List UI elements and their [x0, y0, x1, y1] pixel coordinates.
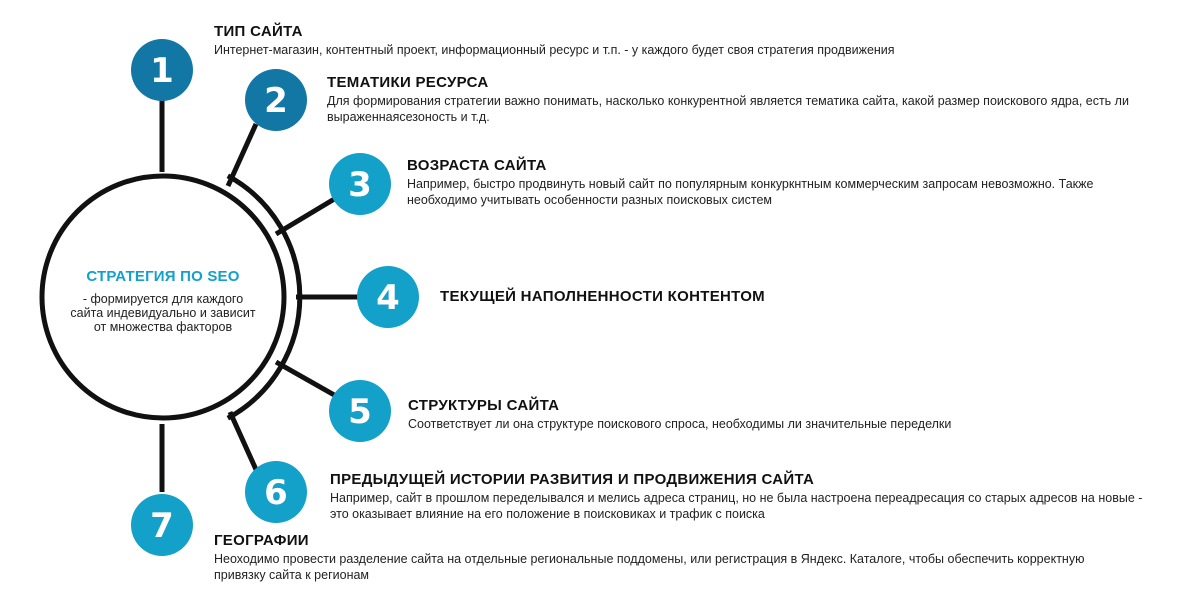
factor-item-4	[440, 288, 1140, 306]
factor-title: ТИП САЙТА	[214, 23, 303, 40]
factor-title: ПРЕДЫДУЩЕЙ ИСТОРИИ РАЗВИТИЯ И ПРОДВИЖЕНИЯ САЙТА	[330, 471, 815, 488]
factor-item-5	[408, 397, 1168, 432]
badge-2	[245, 69, 307, 131]
connector-line-5	[276, 362, 336, 396]
connector-line-6	[230, 412, 258, 474]
svg-text:3: 3	[348, 165, 372, 205]
svg-text:2: 2	[264, 81, 288, 121]
badge-4	[357, 266, 419, 328]
factor-description: Интернет-магазин, контентный проект, информационный ресурс и т.п. - у каждого будет своя стратегия продвижения	[214, 43, 895, 57]
factor-description: Например, быстро продвинуть новый сайт по популярным конкуркнтным коммерческим запросам невозможно. Также необходимо учитывать особенности разных поисковых систем	[407, 177, 1094, 207]
badge-7	[131, 494, 193, 556]
factor-title: ВОЗРАСТА САЙТА	[407, 157, 547, 174]
factor-title: ГЕОГРАФИИ	[214, 532, 309, 549]
factor-item-2	[327, 74, 1157, 125]
factor-item-6	[330, 471, 1150, 522]
factor-item-1	[214, 23, 1174, 58]
factor-description: Соответствует ли она структуре поискового спроса, необходимы ли значительные переделки	[408, 417, 952, 431]
badge-3	[329, 153, 391, 215]
factor-title: ТЕМАТИКИ РЕСУРСА	[327, 74, 489, 91]
svg-text:6: 6	[264, 473, 288, 513]
svg-text:5: 5	[348, 392, 372, 432]
svg-text:4: 4	[376, 278, 400, 318]
badge-5	[329, 380, 391, 442]
connector-line-3	[276, 198, 336, 234]
factor-title: ТЕКУЩЕЙ НАПОЛНЕННОСТИ КОНТЕНТОМ	[440, 288, 765, 305]
svg-text:1: 1	[150, 51, 174, 91]
factor-description: Неоходимо провести разделение сайта на отдельные региональные поддомены, или регистрация в Яндекс. Каталоге, чтобы обеспечить корректную привязку сайта к регионам	[214, 552, 1085, 582]
factor-item-3	[407, 157, 1167, 208]
badge-6	[245, 461, 307, 523]
center-title: СТРАТЕГИЯ ПО SEO	[86, 268, 240, 285]
svg-text:7: 7	[150, 506, 174, 546]
factor-item-7	[214, 532, 1134, 583]
factor-description: Для формирования стратегии важно понимать, насколько конкурентной является тематика сайта, какой размер поискового ядра, есть ли выраженнаясезоность и т.д.	[327, 94, 1129, 124]
center-description: - формируется для каждого сайта индевидуально и зависит от множества факторов	[70, 292, 256, 334]
factor-description: Например, сайт в прошлом переделывался и мелись адреса страниц, но не была настроена переадресация со старых адресов на новые - это оказывает влияние на его положение в поисковиках и трафик с поиска	[330, 491, 1143, 521]
factor-title: СТРУКТУРЫ САЙТА	[408, 397, 560, 414]
badge-1	[131, 39, 193, 101]
